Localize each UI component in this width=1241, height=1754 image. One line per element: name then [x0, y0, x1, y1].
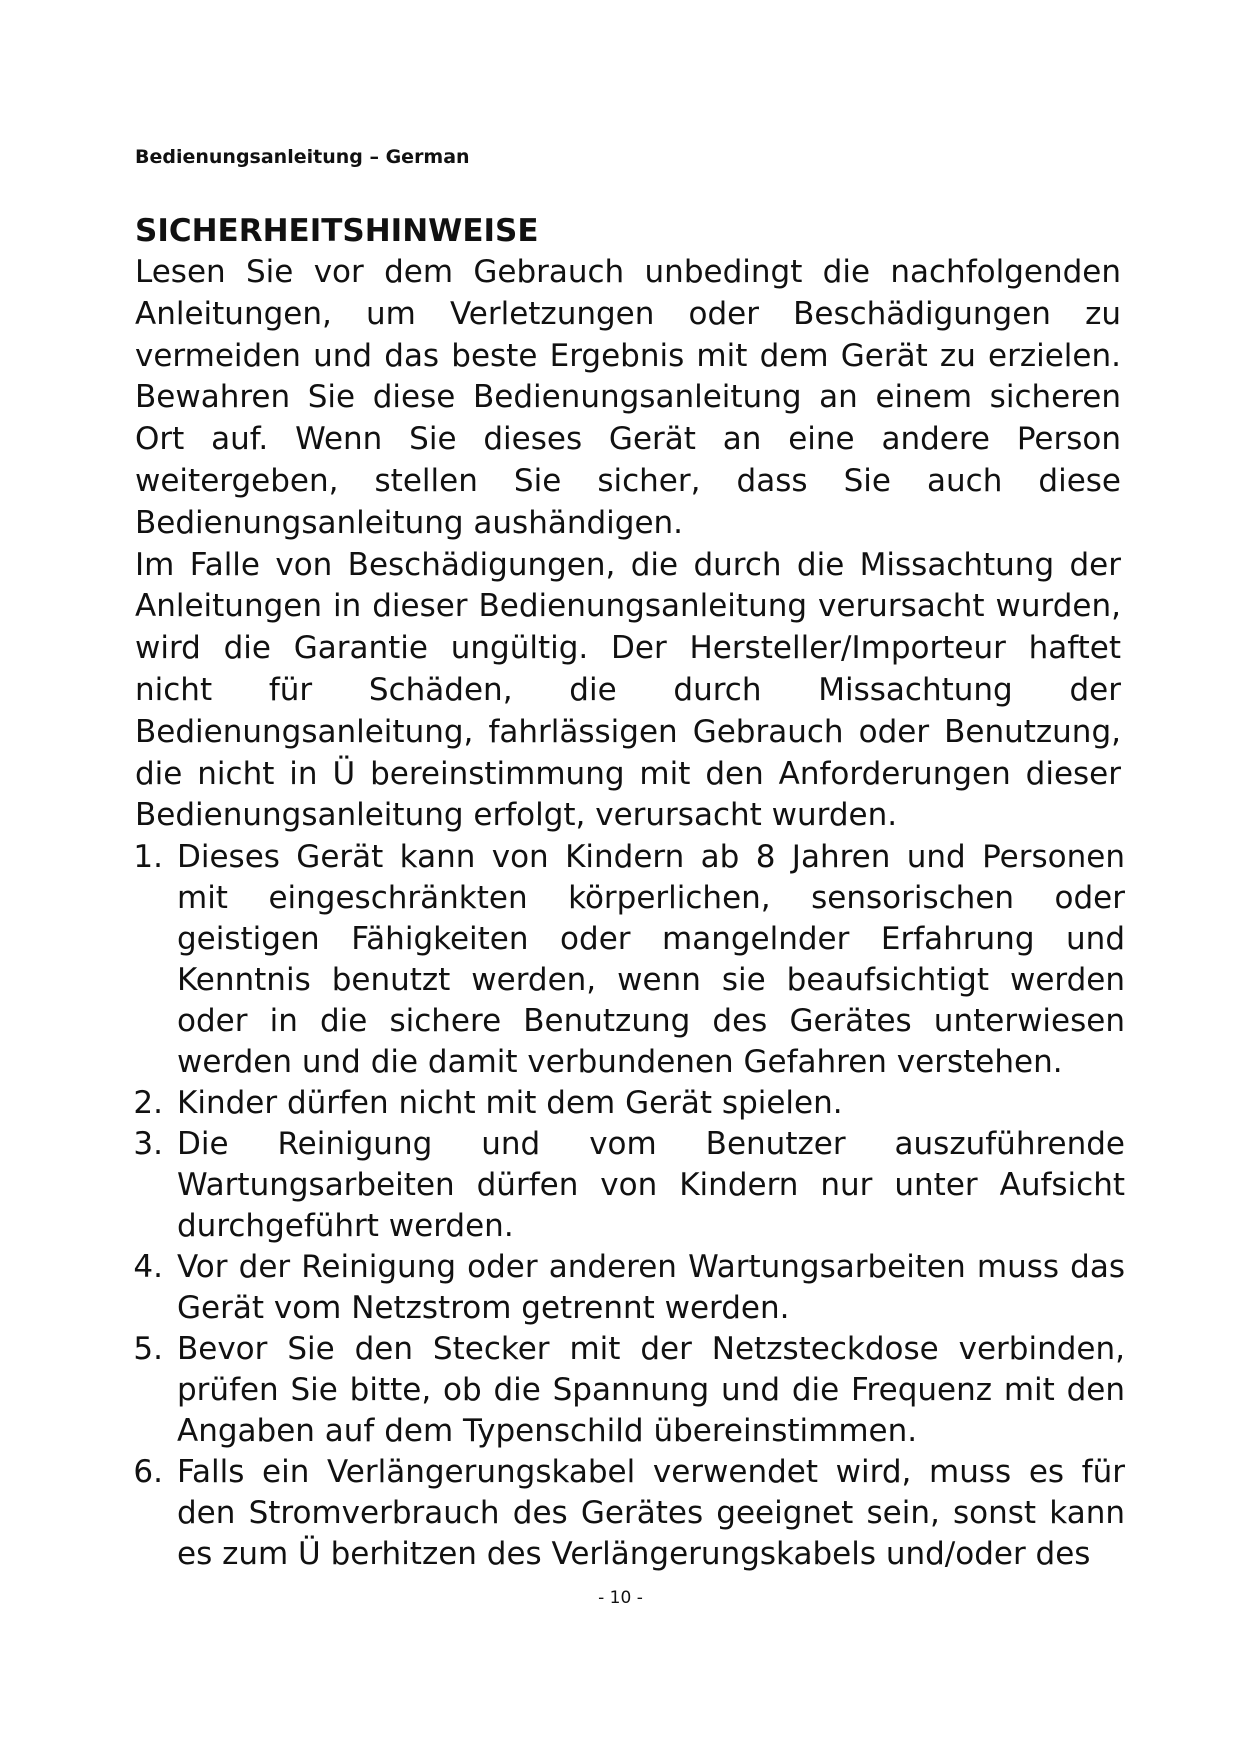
list-item — [135, 1247, 1125, 1329]
list-item-number: 5. — [133, 1331, 163, 1368]
list-item — [135, 1452, 1125, 1575]
intro-paragraph: Lesen Sie vor dem Gebrauch unbedingt die nachfolgenden Anleitungen, um Verletzungen oder Beschädigungen zu vermeiden und das beste Ergebnis mit dem Gerät zu erzielen. Bewahren Sie diese Bedienungsanleitung an einem sicheren Ort auf. Wenn Sie dieses Gerät an eine andere Person weitergeben, stellen Sie sicher, dass Sie auch diese Bedienungsanleitung aushändigen. — [135, 254, 1121, 541]
list-item-number: 3. — [133, 1126, 163, 1163]
list-item — [135, 1083, 1125, 1124]
list-item-text: Die Reinigung und vom Benutzer auszuführende Wartungsarbeiten dürfen von Kindern nur unter Aufsicht durchgeführt werden. — [177, 1126, 1125, 1245]
page-number: - 10 - — [598, 1588, 643, 1608]
list-item — [135, 1124, 1125, 1247]
list-item-number: 4. — [133, 1249, 163, 1286]
list-item-number: 1. — [133, 839, 163, 876]
list-item-text: Kinder dürfen nicht mit dem Gerät spielen. — [177, 1085, 843, 1122]
list-item — [135, 1329, 1125, 1452]
document-header-label: Bedienungsanleitung – German — [135, 146, 470, 168]
list-item-text: Dieses Gerät kann von Kindern ab 8 Jahren und Personen mit eingeschränkten körperlichen, sensorischen oder geistigen Fähigkeiten oder mangelnder Erfahrung und Kenntnis benutzt werden, wenn sie beaufsichtigt werden oder in die sichere Benutzung des Gerätes unterwiesen werden und die damit verbundenen Gefahren verstehen. — [177, 839, 1125, 1081]
warranty-paragraph: Im Falle von Beschädigungen, die durch die Missachtung der Anleitungen in dieser Bedienungsanleitung verursacht wurden, wird die Garantie ungültig. Der Hersteller/Importeur haftet nicht für Schäden, die durch Missachtung der Bedienungsanleitung, fahrlässigen Gebrauch oder Benutzung, die nicht in Ü bereinstimmung mit den Anforderungen dieser Bedienungsanleitung erfolgt, verursacht wurden. — [135, 546, 1121, 834]
list-item-text: Vor der Reinigung oder anderen Wartungsarbeiten muss das Gerät vom Netzstrom getrennt werden. — [177, 1249, 1125, 1327]
list-item — [135, 837, 1125, 1083]
section-title: SICHERHEITSHINWEISE — [135, 213, 539, 249]
list-item-number: 2. — [133, 1085, 163, 1122]
safety-section — [135, 210, 1125, 1575]
safety-instructions-list — [135, 837, 1125, 1575]
list-item-text: Bevor Sie den Stecker mit der Netzsteckdose verbinden, prüfen Sie bitte, ob die Spannung und die Frequenz mit den Angaben auf dem Typenschild übereinstimmen. — [177, 1331, 1125, 1450]
list-item-text: Falls ein Verlängerungskabel verwendet wird, muss es für den Stromverbrauch des Gerätes geeignet sein, sonst kann es zum Ü berhitzen des Verlängerungskabels und/oder des — [177, 1454, 1125, 1573]
list-item-number: 6. — [133, 1454, 163, 1491]
